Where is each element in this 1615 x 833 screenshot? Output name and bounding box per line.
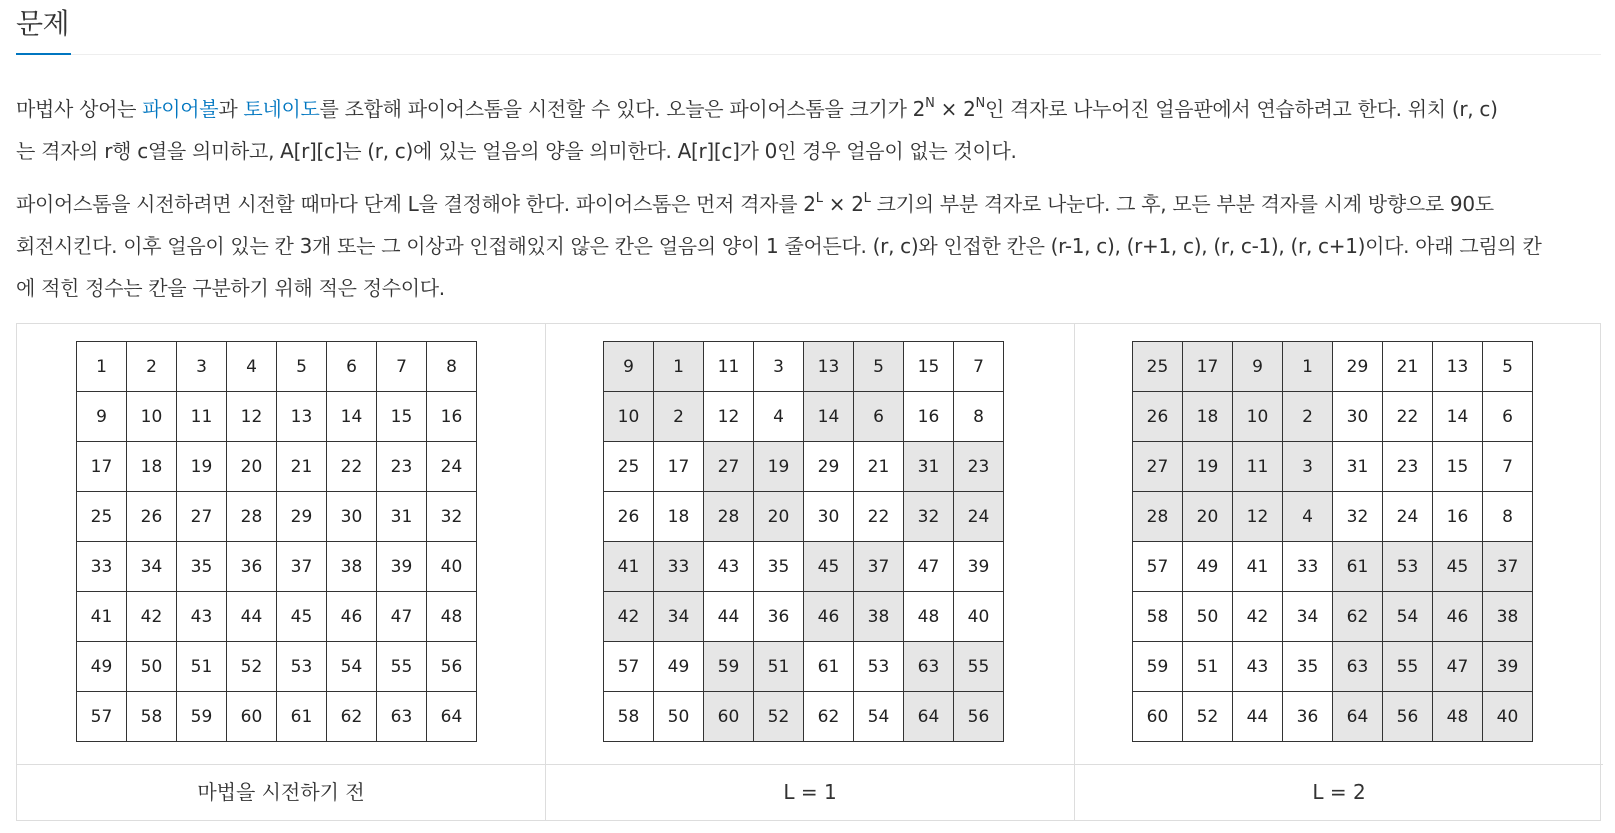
grid-row [77,392,477,442]
grid-cell: 34 [1283,592,1333,642]
grid-cell: 12 [1233,492,1283,542]
grid-cell: 49 [1183,542,1233,592]
text: 과 [218,97,244,121]
grid-cell: 2 [127,342,177,392]
grid-cell: 53 [277,642,327,692]
grid-cell: 22 [1383,392,1433,442]
grid-cell: 63 [377,692,427,742]
grid-cell: 20 [754,492,804,542]
grid-cell: 63 [1333,642,1383,692]
grid-cell: 27 [1133,442,1183,492]
grid-cell: 45 [277,592,327,642]
grid-cell: 22 [854,492,904,542]
grid-cell: 28 [704,492,754,542]
grid-cell: 10 [604,392,654,442]
grid-row [604,342,1004,392]
grid-row [77,342,477,392]
grid-cell: 1 [654,342,704,392]
grid-cell: 53 [1383,542,1433,592]
grid-cell: 38 [1483,592,1533,642]
grid-cell: 19 [177,442,227,492]
grid-cell: 55 [377,642,427,692]
grid-cell: 46 [804,592,854,642]
tornado-link[interactable]: 토네이도 [243,97,320,121]
grid-cell: 33 [654,542,704,592]
grid-cell: 38 [327,542,377,592]
grid-cell: 61 [1333,542,1383,592]
grid-cell: 60 [1133,692,1183,742]
grid-cell: 20 [1183,492,1233,542]
grid-cell: 15 [377,392,427,442]
grid-cell: 8 [954,392,1004,442]
grid-cell: 31 [904,442,954,492]
grid-cell: 60 [227,692,277,742]
grid-cell: 55 [954,642,1004,692]
figure-cell [546,324,1074,765]
grid-cell: 41 [77,592,127,642]
grid-cell: 35 [1283,642,1333,692]
grid-cell: 31 [1333,442,1383,492]
text: 파이어스톰을 시전하려면 시전할 때마다 단계 L을 결정해야 한다. 파이어스톰은 먼저 격자를 2 [16,192,816,216]
section-header [16,0,1601,55]
grid-cell: 10 [127,392,177,442]
grid-cell: 62 [327,692,377,742]
grid-cell: 64 [427,692,477,742]
grid-cell: 33 [77,542,127,592]
grid-cell: 17 [654,442,704,492]
grid-cell: 13 [277,392,327,442]
figure-table [16,323,1601,821]
grid-cell: 21 [1383,342,1433,392]
grid-cell: 33 [1283,542,1333,592]
ice-grid-l2 [1132,341,1533,742]
figure-l1 [545,324,1074,820]
grid-row [77,542,477,592]
grid-cell: 50 [1183,592,1233,642]
grid-cell: 44 [227,592,277,642]
grid-cell: 35 [754,542,804,592]
grid-cell: 29 [1333,342,1383,392]
grid-cell: 45 [804,542,854,592]
grid-cell: 43 [177,592,227,642]
grid-cell: 62 [1333,592,1383,642]
grid-cell: 3 [177,342,227,392]
grid-cell: 27 [704,442,754,492]
grid-cell: 16 [427,392,477,442]
grid-cell: 1 [77,342,127,392]
grid-cell: 56 [1383,692,1433,742]
grid-cell: 28 [1133,492,1183,542]
text: 를 조합해 파이어스톰을 시전할 수 있다. 오늘은 파이어스톰을 크기가 2 [319,97,926,121]
grid-row [604,492,1004,542]
grid-cell: 63 [904,642,954,692]
problem-section [16,0,1601,804]
grid-row [1133,642,1533,692]
grid-cell: 48 [427,592,477,642]
grid-cell: 47 [904,542,954,592]
figure-cell [1075,324,1603,765]
grid-cell: 59 [704,642,754,692]
grid-cell: 44 [1233,692,1283,742]
grid-cell: 50 [127,642,177,692]
ice-grid-l1 [603,341,1004,742]
grid-cell: 8 [427,342,477,392]
grid-cell: 30 [1333,392,1383,442]
grid-cell: 15 [1433,442,1483,492]
grid-cell: 28 [227,492,277,542]
grid-cell: 12 [704,392,754,442]
grid-cell: 21 [277,442,327,492]
grid-row [1133,442,1533,492]
grid-cell: 24 [1383,492,1433,542]
figure-cell [17,324,545,765]
figure-before [17,324,545,820]
grid-cell: 19 [754,442,804,492]
grid-cell: 10 [1233,392,1283,442]
grid-cell: 42 [604,592,654,642]
grid-cell: 8 [1483,492,1533,542]
grid-cell: 26 [127,492,177,542]
grid-cell: 60 [704,692,754,742]
title-underline [16,53,71,55]
grid-cell: 13 [804,342,854,392]
grid-cell: 36 [754,592,804,642]
grid-cell: 17 [77,442,127,492]
paragraph-1 [16,88,1601,172]
grid-cell: 5 [277,342,327,392]
grid-cell: 18 [127,442,177,492]
grid-cell: 37 [854,542,904,592]
grid-cell: 61 [804,642,854,692]
grid-cell: 7 [1483,442,1533,492]
grid-row [604,642,1004,692]
grid-cell: 43 [704,542,754,592]
grid-cell: 51 [754,642,804,692]
grid-cell: 53 [854,642,904,692]
grid-cell: 54 [854,692,904,742]
grid-cell: 52 [227,642,277,692]
figure-caption: L = 1 [783,780,837,804]
grid-row [77,592,477,642]
grid-cell: 57 [77,692,127,742]
grid-cell: 31 [377,492,427,542]
grid-cell: 59 [1133,642,1183,692]
grid-cell: 51 [1183,642,1233,692]
grid-cell: 56 [427,642,477,692]
grid-cell: 6 [854,392,904,442]
superscript: N [925,96,935,111]
grid-row [604,692,1004,742]
grid-cell: 18 [1183,392,1233,442]
grid-cell: 54 [1383,592,1433,642]
grid-cell: 45 [1433,542,1483,592]
grid-cell: 11 [704,342,754,392]
figure-l2 [1074,324,1603,820]
paragraph-2-line-3: 에 적힌 정수는 칸을 구분하기 위해 적은 정수이다. [16,276,445,300]
grid-cell: 19 [1183,442,1233,492]
grid-cell: 7 [377,342,427,392]
grid-cell: 26 [1133,392,1183,442]
paragraph-1-line-1 [16,88,1601,130]
text: × 2 [822,192,864,216]
grid-cell: 50 [654,692,704,742]
grid-cell: 15 [904,342,954,392]
grid-cell: 49 [654,642,704,692]
figure-caption: 마법을 시전하기 전 [197,780,365,804]
grid-cell: 39 [954,542,1004,592]
grid-cell: 5 [854,342,904,392]
grid-cell: 36 [227,542,277,592]
grid-cell: 14 [804,392,854,442]
grid-cell: 58 [1133,592,1183,642]
grid-cell: 4 [227,342,277,392]
grid-cell: 27 [177,492,227,542]
grid-cell: 40 [1483,692,1533,742]
grid-row [77,492,477,542]
grid-cell: 42 [127,592,177,642]
grid-cell: 21 [854,442,904,492]
grid-cell: 52 [754,692,804,742]
grid-cell: 2 [654,392,704,442]
grid-cell: 41 [1233,542,1283,592]
grid-row [604,442,1004,492]
grid-cell: 23 [377,442,427,492]
paragraph-2-line-1 [16,183,1601,225]
paragraph-1-line-2: 는 격자의 r행 c열을 의미하고, A[r][c]는 (r, c)에 있는 얼음의 양을 의미한다. A[r][c]가 0인 경우 얼음이 없는 것이다. [16,139,1017,163]
grid-cell: 13 [1433,342,1483,392]
grid-cell: 58 [127,692,177,742]
grid-row [1133,392,1533,442]
grid-row [604,392,1004,442]
grid-cell: 49 [77,642,127,692]
grid-cell: 18 [654,492,704,542]
ice-grid-before [76,341,477,742]
grid-cell: 26 [604,492,654,542]
grid-row [77,642,477,692]
grid-cell: 36 [1283,692,1333,742]
grid-cell: 46 [327,592,377,642]
grid-cell: 25 [1133,342,1183,392]
grid-cell: 6 [327,342,377,392]
grid-cell: 29 [277,492,327,542]
grid-cell: 3 [754,342,804,392]
grid-cell: 2 [1283,392,1333,442]
grid-cell: 48 [1433,692,1483,742]
section-title: 문제 [16,7,70,40]
grid-cell: 57 [604,642,654,692]
grid-cell: 16 [1433,492,1483,542]
grid-cell: 55 [1383,642,1433,692]
text: 크기의 부분 격자로 나눈다. 그 후, 모든 부분 격자를 시계 방향으로 90도 [870,192,1494,216]
grid-row [1133,492,1533,542]
grid-cell: 35 [177,542,227,592]
grid-cell: 4 [1283,492,1333,542]
grid-row [604,542,1004,592]
grid-cell: 62 [804,692,854,742]
grid-cell: 14 [1433,392,1483,442]
grid-cell: 64 [904,692,954,742]
grid-cell: 59 [177,692,227,742]
grid-cell: 37 [1483,542,1533,592]
grid-cell: 11 [1233,442,1283,492]
grid-cell: 44 [704,592,754,642]
grid-cell: 22 [327,442,377,492]
grid-cell: 32 [1333,492,1383,542]
grid-cell: 23 [954,442,1004,492]
grid-cell: 11 [177,392,227,442]
superscript: L [863,191,871,206]
text: × 2 [934,97,976,121]
grid-row [1133,342,1533,392]
paragraph-2-line-2: 회전시킨다. 이후 얼음이 있는 칸 3개 또는 그 이상과 인접해있지 않은 칸은 얼음의 양이 1 줄어든다. (r, c)와 인접한 칸은 (r-1, c), (r+1, c), (r, c-1), (r, c+1)이다. 아래 그림의 칸 [16,234,1542,258]
grid-cell: 12 [227,392,277,442]
grid-cell: 9 [77,392,127,442]
superscript: L [815,191,823,206]
grid-row [1133,542,1533,592]
grid-cell: 25 [604,442,654,492]
grid-cell: 25 [77,492,127,542]
grid-row [1133,692,1533,742]
grid-cell: 9 [1233,342,1283,392]
grid-cell: 64 [1333,692,1383,742]
grid-cell: 61 [277,692,327,742]
grid-cell: 32 [904,492,954,542]
grid-cell: 1 [1283,342,1333,392]
grid-cell: 30 [804,492,854,542]
grid-cell: 4 [754,392,804,442]
grid-cell: 42 [1233,592,1283,642]
grid-cell: 34 [654,592,704,642]
grid-row [604,592,1004,642]
grid-cell: 40 [954,592,1004,642]
grid-cell: 39 [1483,642,1533,692]
figure-caption: L = 2 [1312,780,1366,804]
grid-cell: 46 [1433,592,1483,642]
grid-cell: 20 [227,442,277,492]
grid-row [77,692,477,742]
grid-row [1133,592,1533,642]
text: 인 격자로 나누어진 얼음판에서 연습하려고 한다. 위치 (r, c) [984,97,1498,121]
grid-cell: 24 [954,492,1004,542]
grid-cell: 56 [954,692,1004,742]
grid-cell: 58 [604,692,654,742]
grid-cell: 34 [127,542,177,592]
grid-cell: 32 [427,492,477,542]
grid-cell: 39 [377,542,427,592]
grid-cell: 16 [904,392,954,442]
grid-cell: 30 [327,492,377,542]
grid-cell: 17 [1183,342,1233,392]
grid-cell: 37 [277,542,327,592]
grid-cell: 40 [427,542,477,592]
grid-cell: 24 [427,442,477,492]
grid-cell: 38 [854,592,904,642]
grid-cell: 23 [1383,442,1433,492]
grid-row [77,442,477,492]
grid-cell: 47 [377,592,427,642]
grid-cell: 5 [1483,342,1533,392]
grid-cell: 54 [327,642,377,692]
grid-cell: 52 [1183,692,1233,742]
grid-cell: 14 [327,392,377,442]
grid-cell: 51 [177,642,227,692]
grid-cell: 48 [904,592,954,642]
paragraph-2 [16,183,1601,309]
fireball-link[interactable]: 파이어볼 [142,97,219,121]
grid-cell: 9 [604,342,654,392]
grid-cell: 43 [1233,642,1283,692]
grid-cell: 47 [1433,642,1483,692]
grid-cell: 29 [804,442,854,492]
grid-cell: 6 [1483,392,1533,442]
text: 마법사 상어는 [16,97,143,121]
grid-cell: 41 [604,542,654,592]
grid-cell: 3 [1283,442,1333,492]
grid-cell: 7 [954,342,1004,392]
grid-cell: 57 [1133,542,1183,592]
superscript: N [975,96,985,111]
